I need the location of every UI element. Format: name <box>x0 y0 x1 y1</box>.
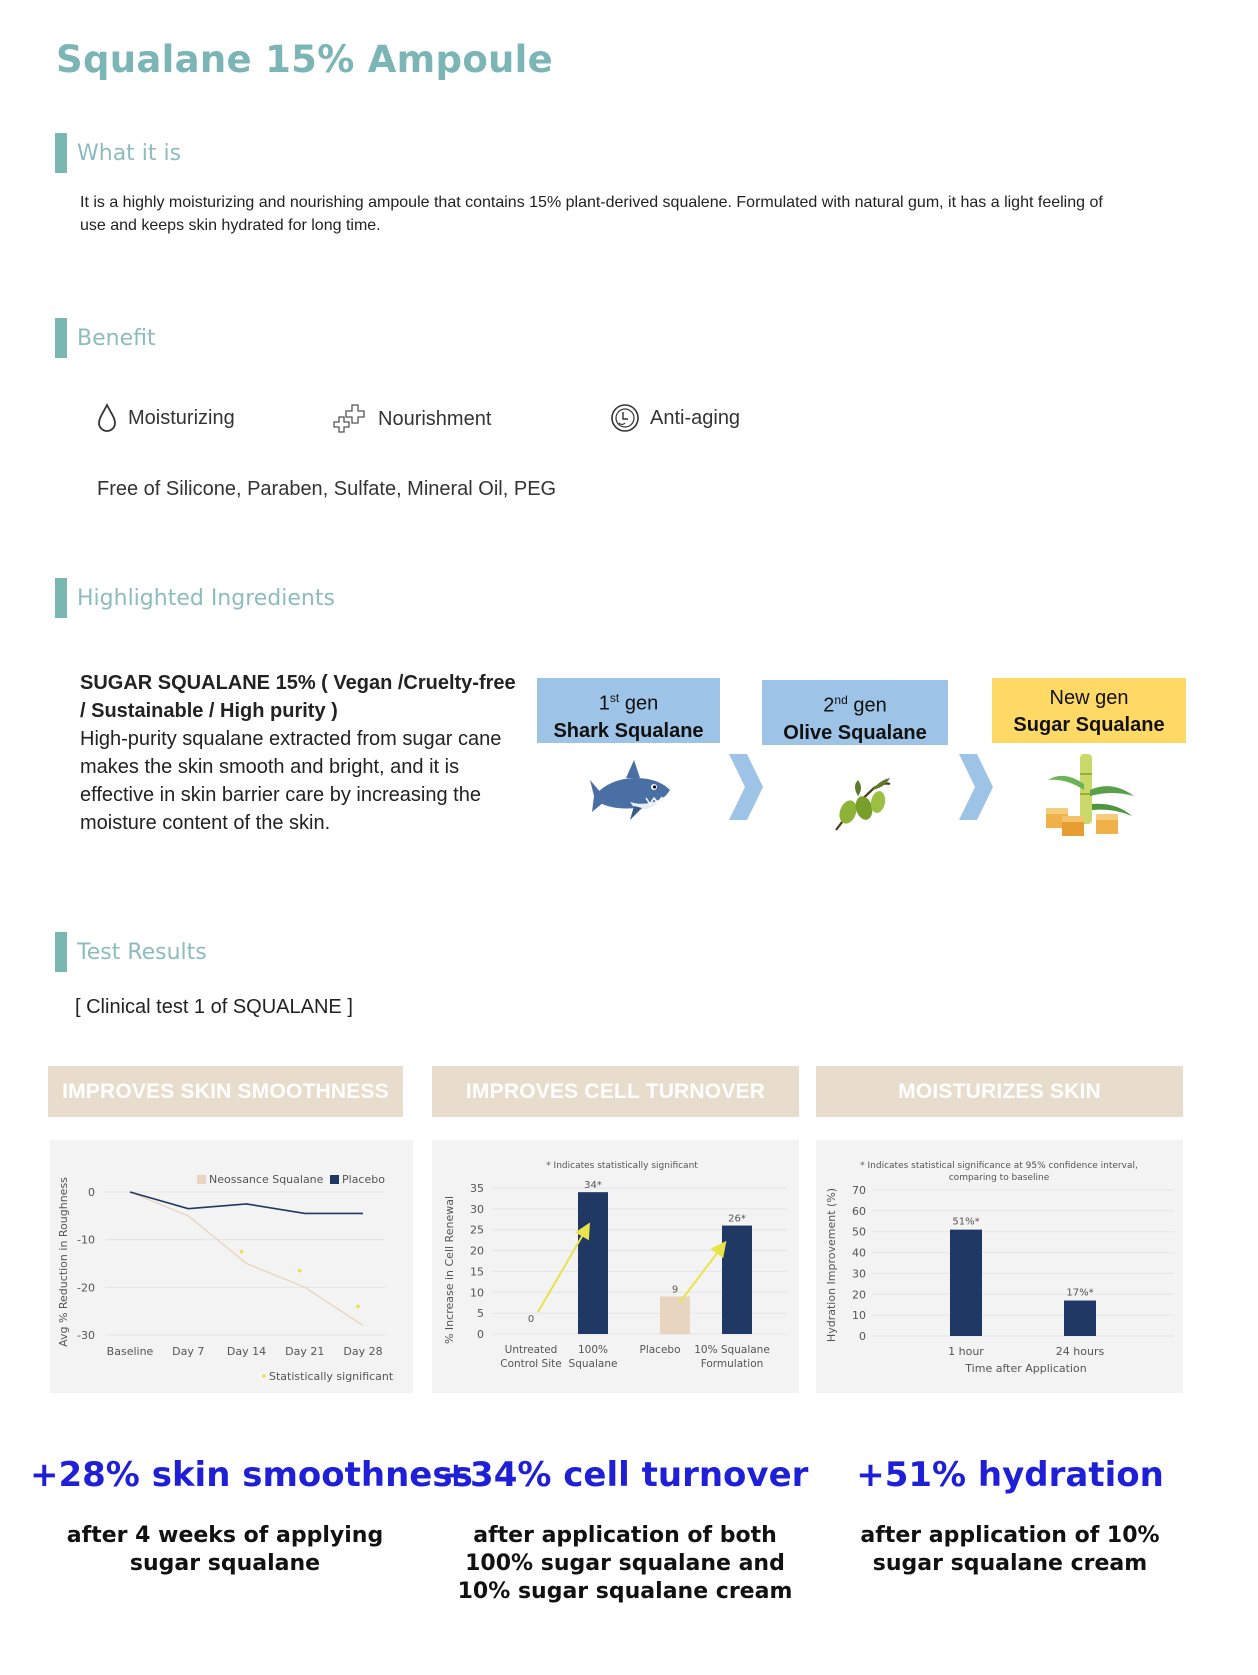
chevron-right-icon <box>727 752 765 822</box>
benefit-label: Nourishment <box>378 407 492 430</box>
result-detail-line: 100% sugar squalane and <box>465 1551 785 1576</box>
benefit-label: Anti-aging <box>650 406 741 429</box>
gen-name: Olive Squalane <box>783 721 927 744</box>
y-tick-label: 40 <box>852 1246 866 1260</box>
x-axis-label: Time after Application <box>965 1362 1087 1375</box>
description-line: It is a highly moisturizing and nourishing ampoule that contains 15% plant-derived squalene. Formulated with natural gum, it has a light feeling of <box>80 194 1103 211</box>
trend-arrow <box>680 1244 724 1302</box>
gen-box-shark <box>537 678 720 743</box>
y-tick-label: 10 <box>470 1286 484 1300</box>
gen-name: Shark Squalane <box>553 719 704 742</box>
x-tick-label: 100% <box>577 1344 609 1356</box>
gen-name: Sugar Squalane <box>1013 714 1165 736</box>
chevron-right-icon <box>957 752 995 822</box>
ingredient-description <box>80 669 520 837</box>
section-accent-bar <box>55 932 67 972</box>
x-tick-label: Baseline <box>106 1345 154 1358</box>
chart-moisturizes-svg <box>816 1140 1183 1393</box>
result-detail-line: sugar squalane cream <box>872 1551 1148 1576</box>
significance-marker <box>262 1374 266 1378</box>
description-line: use and keeps skin hydrated for long time. <box>80 217 381 234</box>
result-detail-line: after application of both <box>473 1523 777 1548</box>
legend-label: Placebo <box>342 1173 385 1186</box>
y-axis-label: Avg % Reduction in Roughness <box>57 1177 70 1347</box>
y-axis-label: % Increase in Cell Renewal <box>443 1195 456 1345</box>
olive-illustration <box>828 778 894 834</box>
result-headline: +28% skin smoothness <box>30 1455 473 1495</box>
x-tick-label: Day 7 <box>172 1345 205 1358</box>
face-clock-icon <box>610 403 640 433</box>
x-tick-label: Formulation <box>700 1358 764 1370</box>
y-tick-label: 0 <box>88 1186 95 1199</box>
x-tick-label: Day 21 <box>285 1345 325 1358</box>
ingredient-heading: SUGAR SQUALANE 15% ( Vegan /Cruelty-free <box>80 672 516 694</box>
bar <box>1064 1301 1096 1336</box>
section-ingredients <box>55 578 335 618</box>
y-tick-label: 0 <box>859 1330 866 1343</box>
x-tick-label: 24 hours <box>1055 1345 1105 1358</box>
significance-marker <box>298 1269 302 1273</box>
y-tick-label: -20 <box>77 1281 95 1295</box>
y-tick-label: 50 <box>852 1225 866 1239</box>
banner-cell-turnover: IMPROVES CELL TURNOVER <box>432 1066 799 1117</box>
x-tick-label: Day 14 <box>226 1345 267 1358</box>
x-tick-label: 10% Squalane <box>694 1344 770 1356</box>
banner-moisturizes: MOISTURIZES SKIN <box>816 1066 1183 1117</box>
result-detail <box>30 1522 420 1578</box>
y-tick-label: 30 <box>470 1202 484 1216</box>
y-tick-label: 15 <box>470 1265 484 1279</box>
y-tick-label: 35 <box>470 1182 484 1195</box>
gen-box-olive <box>762 680 948 745</box>
section-accent-bar <box>55 578 67 618</box>
legend-label: Neossance Squalane <box>209 1173 324 1186</box>
result-detail-line: sugar squalane <box>129 1551 321 1576</box>
significance-marker <box>240 1250 244 1254</box>
y-tick-label: 20 <box>852 1288 866 1302</box>
shark-illustration <box>590 756 676 824</box>
series-line <box>130 1192 363 1213</box>
chart-smoothness-svg <box>50 1140 413 1393</box>
x-tick-label: Day 28 <box>343 1345 383 1358</box>
x-tick-label: Control Site <box>500 1358 562 1370</box>
legend-swatch <box>197 1175 206 1184</box>
section-title: What it is <box>77 140 182 166</box>
data-label: 17%* <box>1066 1287 1094 1299</box>
data-label: 26* <box>728 1213 746 1225</box>
y-tick-label: -10 <box>77 1233 95 1247</box>
data-label: 0 <box>527 1314 535 1325</box>
series-line <box>130 1192 363 1325</box>
result-detail <box>815 1522 1205 1578</box>
plus-cross-icon <box>332 403 368 435</box>
x-tick-label: 1 hour <box>948 1345 984 1358</box>
data-label: 34* <box>584 1180 602 1192</box>
section-accent-bar <box>55 133 67 173</box>
result-detail-line: 10% sugar squalane cream <box>457 1579 793 1604</box>
free-of-list: Free of Silicone, Paraben, Sulfate, Mineral Oil, PEG <box>97 478 557 500</box>
clinical-test-label: [ Clinical test 1 of SQUALANE ] <box>75 996 353 1018</box>
y-tick-label: 25 <box>470 1223 484 1237</box>
section-benefit <box>55 318 156 358</box>
chart-smoothness <box>50 1140 413 1393</box>
section-title: Test Results <box>77 939 207 965</box>
result-detail <box>430 1522 820 1606</box>
data-label: 51%* <box>952 1216 980 1228</box>
gen-box-sugar <box>992 678 1186 743</box>
gen-label: 1st gen <box>598 691 659 715</box>
y-axis-label: Hydration Improvement (%) <box>825 1187 838 1343</box>
result-detail-line: after application of 10% <box>860 1523 1160 1548</box>
significance-marker <box>356 1305 360 1309</box>
sugarcane-illustration <box>1040 750 1136 838</box>
chart-moisturizes <box>816 1140 1183 1393</box>
chart-note: * Indicates statistically significant <box>546 1161 698 1171</box>
y-tick-label: 30 <box>852 1267 866 1281</box>
footnote: Statistically significant <box>269 1370 394 1383</box>
x-tick-label: Untreated <box>504 1344 558 1356</box>
legend-swatch <box>330 1175 339 1184</box>
y-tick-label: 10 <box>852 1309 866 1323</box>
gen-label: 2nd gen <box>823 693 887 717</box>
section-title: Benefit <box>77 325 156 351</box>
bar <box>950 1230 982 1336</box>
gen-label: New gen <box>1049 687 1129 709</box>
y-tick-label: 5 <box>477 1307 484 1321</box>
benefit-moisturizing <box>96 403 235 433</box>
description <box>80 191 1200 237</box>
benefit-anti-aging <box>610 403 740 433</box>
chart-note: comparing to baseline <box>948 1173 1050 1183</box>
y-tick-label: 60 <box>852 1204 866 1218</box>
section-what-it-is <box>55 133 181 173</box>
page-title: Squalane 15% Ampoule <box>56 38 554 81</box>
data-label: 9 <box>671 1284 679 1296</box>
y-tick-label: 0 <box>477 1328 484 1341</box>
y-tick-label: -30 <box>77 1329 95 1342</box>
droplet-icon <box>96 403 118 433</box>
banner-smoothness: IMPROVES SKIN SMOOTHNESS <box>48 1066 403 1117</box>
ingredient-body: High-purity squalane extracted from sugar cane makes the skin smooth and bright, and it is effective in skin barrier care by increasing the moisture content of the skin. <box>80 728 502 834</box>
result-detail-line: after 4 weeks of applying <box>66 1523 384 1548</box>
benefit-nourishment <box>332 403 491 435</box>
section-test-results <box>55 932 207 972</box>
x-tick-label: Squalane <box>568 1358 618 1370</box>
y-tick-label: 70 <box>852 1184 866 1197</box>
y-tick-label: 20 <box>470 1244 484 1258</box>
result-headline: +34% cell turnover <box>441 1455 809 1495</box>
section-title: Highlighted Ingredients <box>77 585 335 611</box>
x-tick-label: Placebo <box>639 1344 681 1356</box>
section-accent-bar <box>55 318 67 358</box>
benefit-label: Moisturizing <box>128 406 235 429</box>
chart-cell-turnover <box>432 1140 799 1393</box>
result-headline: +51% hydration <box>856 1455 1164 1495</box>
chart-cell-turnover-svg <box>432 1140 799 1393</box>
ingredient-heading: / Sustainable / High purity ) <box>80 700 338 722</box>
bar <box>660 1296 690 1334</box>
chart-note: * Indicates statistical significance at 95% confidence interval, <box>860 1161 1138 1171</box>
bar <box>722 1226 752 1334</box>
bar <box>578 1192 608 1334</box>
